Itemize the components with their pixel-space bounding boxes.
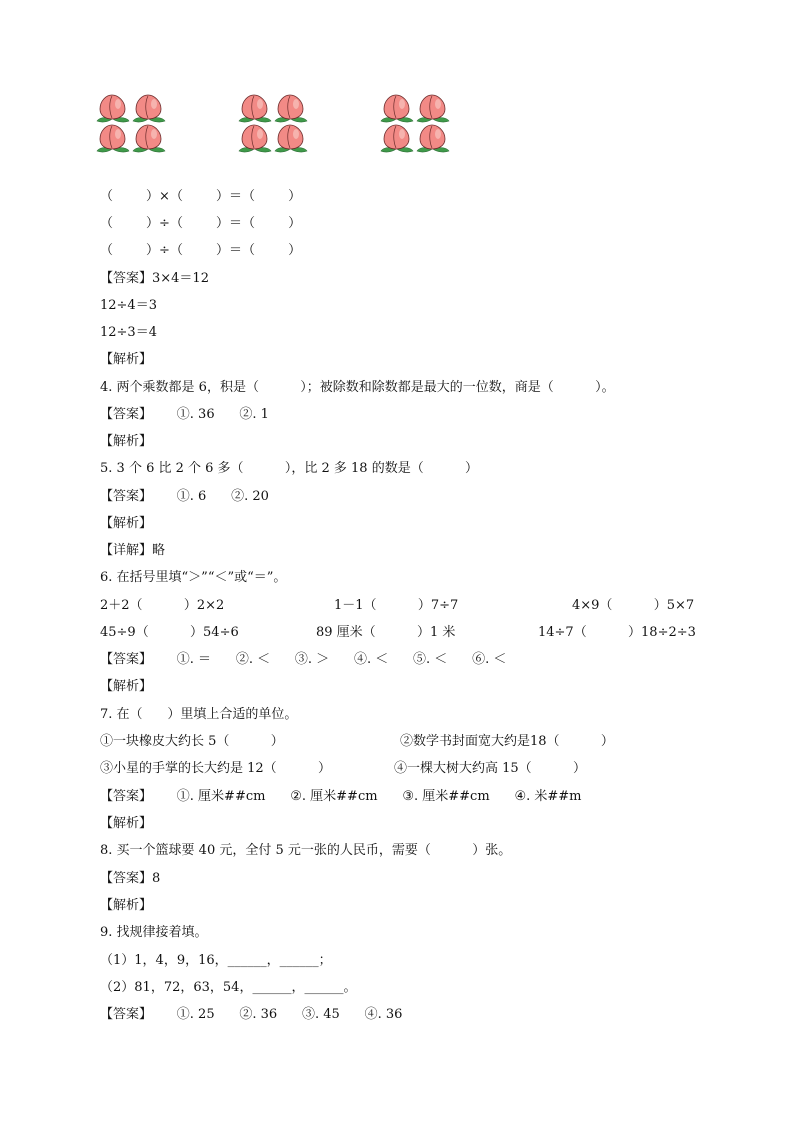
units-item: ②数学书封面宽大约是18（ ） xyxy=(400,734,614,749)
analysis-label: 【解析】 xyxy=(100,898,153,913)
peach-icon xyxy=(133,95,165,122)
analysis-label: 【解析】 xyxy=(100,516,153,531)
units-row-2 xyxy=(100,760,700,778)
units-item: ④一棵大树大约高 15（ ） xyxy=(394,761,586,776)
peach-icon xyxy=(239,125,271,152)
units-item: ③小星的手掌的长大约是 12（ ） xyxy=(100,761,331,776)
peach-group-1 xyxy=(96,92,168,156)
question-4: 4. 两个乘数都是 6，积是（ ）；被除数和除数都是最大的一位数，商是（ ）。 xyxy=(100,380,615,395)
answer-line: 【答案】8 xyxy=(100,871,161,886)
analysis-label: 【解析】 xyxy=(100,816,153,831)
question-9: 9. 找规律接着填。 xyxy=(100,925,208,940)
compare-row-2 xyxy=(100,624,700,642)
answer-line: 【答案】 ①. 36 ②. 1 xyxy=(100,407,269,422)
question-6: 6. 在括号里填“＞”“＜”或“＝”。 xyxy=(100,570,287,585)
equation-blank-3: （ ）÷（ ）＝（ ） xyxy=(100,243,302,258)
compare-item: 1－1（ ）7÷7 xyxy=(334,598,459,613)
peach-illustration xyxy=(238,92,310,156)
peach-group-3 xyxy=(380,92,452,156)
answer-line: 12÷4＝3 xyxy=(100,298,157,313)
compare-item: 14÷7（ ）18÷2÷3 xyxy=(538,625,696,640)
compare-row-1 xyxy=(100,597,700,615)
analysis-label: 【解析】 xyxy=(100,679,153,694)
peach-icon xyxy=(417,95,449,122)
equation-blank-1: （ ）×（ ）＝（ ） xyxy=(100,189,302,204)
peach-icon xyxy=(239,95,271,122)
sequence-2: （2）81，72，63，54，______，______。 xyxy=(100,980,357,995)
sequence-1: （1）1，4，9，16，______，______； xyxy=(100,953,332,968)
peach-icon xyxy=(381,95,413,122)
answer-line: 【答案】 ①. 25 ②. 36 ③. 45 ④. 36 xyxy=(100,1007,403,1022)
compare-item: 2＋2（ ）2×2 xyxy=(100,598,225,613)
peach-icon xyxy=(417,125,449,152)
peach-icon xyxy=(97,125,129,152)
peach-icon xyxy=(381,125,413,152)
peach-icon xyxy=(97,95,129,122)
answer-line: 【答案】 ①. 厘米##cm ②. 厘米##cm ③. 厘米##cm ④. 米##m xyxy=(100,789,582,804)
units-row-1 xyxy=(100,733,700,751)
peach-icon xyxy=(275,125,307,152)
units-item: ①一块橡皮大约长 5（ ） xyxy=(100,734,284,749)
analysis-label: 【解析】 xyxy=(100,434,153,449)
question-7: 7. 在（ ）里填上合适的单位。 xyxy=(100,707,298,722)
answer-line: 【答案】 ①. ＝ ②. ＜ ③. ＞ ④. ＜ ⑤. ＜ ⑥. ＜ xyxy=(100,652,507,667)
answer-line: 【答案】 ①. 6 ②. 20 xyxy=(100,489,269,504)
peach-group-2 xyxy=(238,92,310,156)
peach-icon xyxy=(133,125,165,152)
answer-line: 【答案】3×4＝12 xyxy=(100,271,209,286)
peach-icon xyxy=(275,95,307,122)
analysis-label: 【解析】 xyxy=(100,352,153,367)
peach-illustration xyxy=(96,92,168,156)
compare-item: 4×9（ ）5×7 xyxy=(572,598,695,613)
answer-line: 12÷3＝4 xyxy=(100,325,157,340)
question-5: 5. 3 个 6 比 2 个 6 多（ ），比 2 多 18 的数是（ ） xyxy=(100,461,479,476)
detail-label: 【详解】略 xyxy=(100,543,166,558)
question-8: 8. 买一个篮球要 40 元，全付 5 元一张的人民币，需要（ ）张。 xyxy=(100,843,512,858)
compare-item: 45÷9（ ）54÷6 xyxy=(100,625,239,640)
peach-illustration xyxy=(380,92,452,156)
equation-blank-2: （ ）÷（ ）＝（ ） xyxy=(100,216,302,231)
compare-item: 89 厘米（ ）1 米 xyxy=(316,625,456,640)
